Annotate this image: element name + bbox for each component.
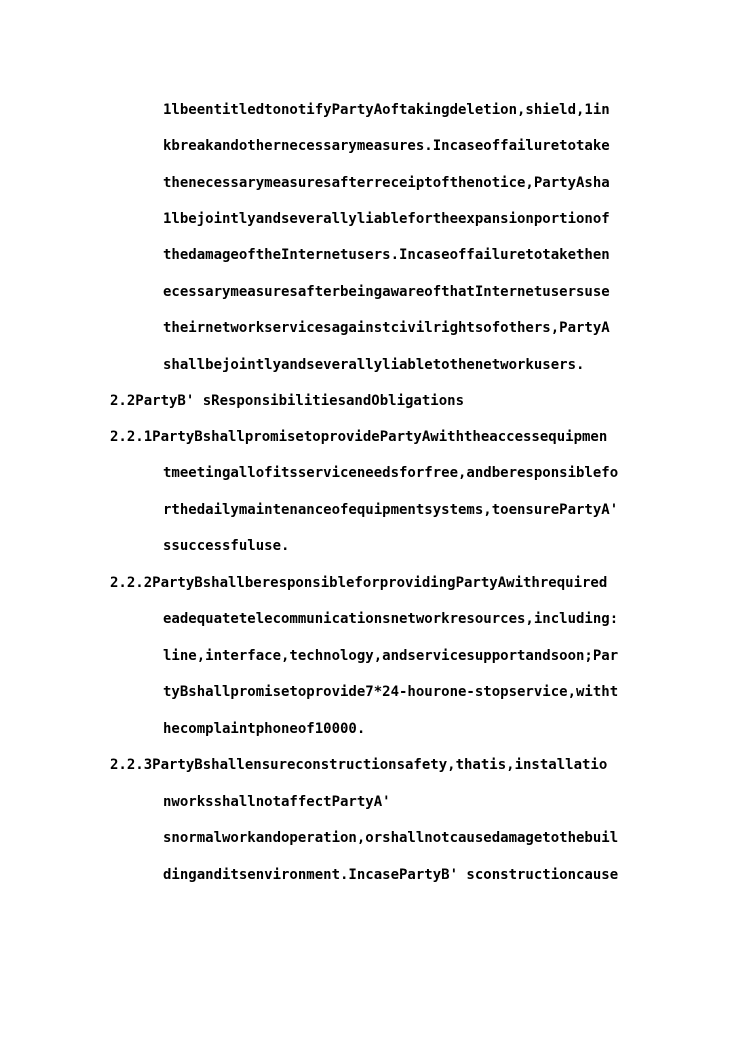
text-line: thenecessarymeasuresafterreceiptofthenotice,PartyAsha (163, 175, 610, 191)
text-line: kbreakandothernecessarymeasures.Incaseoffailuretotake (163, 138, 610, 154)
clause-heading: 2.2.2PartyBshallberesponsibleforprovidingPartyAwithrequired (110, 575, 608, 591)
text-line: hecomplaintphoneof10000. (163, 721, 366, 737)
section-heading: 2.2PartyB' sResponsibilitiesandObligations (110, 393, 465, 409)
clause-heading: 2.2.3PartyBshallensureconstructionsafety,thatis,installatio (110, 757, 608, 773)
text-line: thedamageoftheInternetusers.Incaseoffailuretotakethen (163, 247, 610, 263)
text-line: 1lbeentitledtonotifyPartyAoftakingdeletion,shield,1in (163, 102, 610, 118)
text-line: snormalworkandoperation,orshallnotcausedamagetothebuil (163, 830, 619, 846)
text-line: theirnetworkservicesagainstcivilrightsofothers,PartyA (163, 320, 610, 336)
text-line: 1lbejointlyandseverallyliablefortheexpansionportionof (163, 211, 610, 227)
text-line: nworksshallnotaffectPartyA' (163, 794, 391, 810)
text-line: rthedailymaintenanceofequipmentsystems,toensurePartyA' (163, 502, 619, 518)
text-line: tmeetingallofitsserviceneedsforfree,andberesponsiblefo (163, 465, 619, 481)
text-line: ssuccessfuluse. (163, 538, 290, 554)
text-line: line,interface,technology,andservicesupportandsoon;Par (163, 648, 619, 664)
text-line: eadequatetelecommunicationsnetworkresources,including: (163, 611, 619, 627)
clause-heading: 2.2.1PartyBshallpromisetoprovidePartyAwiththeaccessequipmen (110, 429, 608, 445)
text-line: ecessarymeasuresafterbeingawareofthatInternetusersuse (163, 284, 610, 300)
text-line: shallbejointlyandseverallyliabletothenetworkusers. (163, 357, 585, 373)
text-line: dinganditsenvironment.IncasePartyB' sconstructioncause (163, 867, 619, 883)
text-line: tyBshallpromisetoprovide7*24-hourone-stopservice,witht (163, 684, 619, 700)
